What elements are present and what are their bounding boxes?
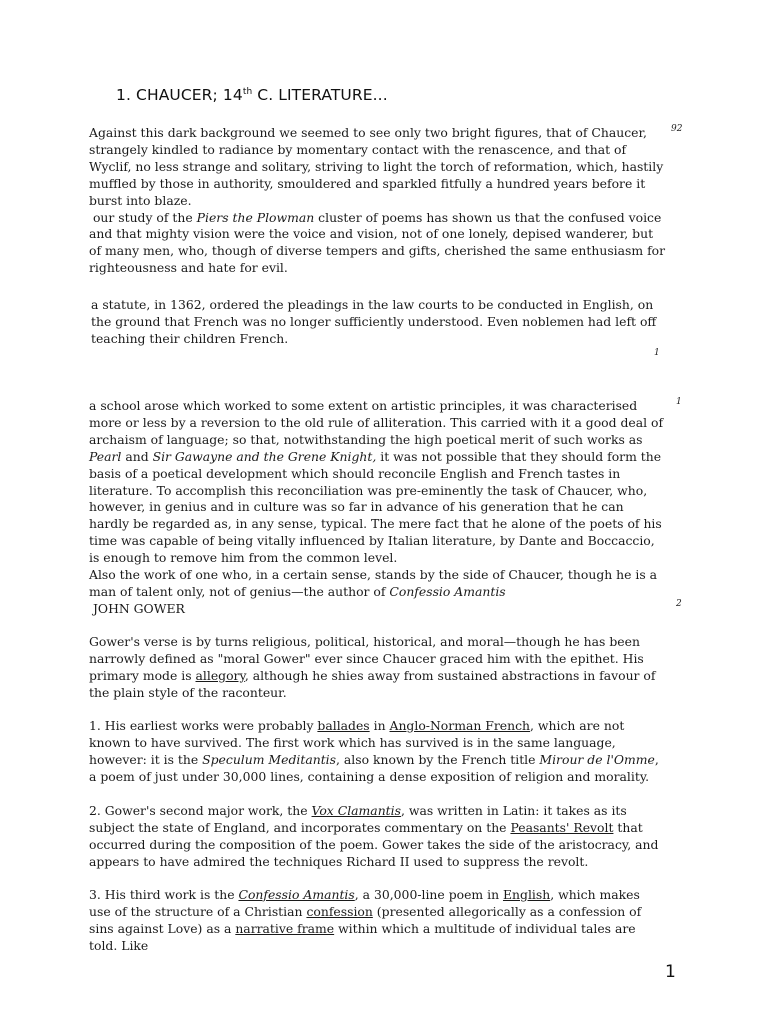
title-text-rest: C. LITERATURE... <box>252 86 388 104</box>
work-title: Pearl <box>89 448 122 464</box>
link-ballades[interactable]: ballades <box>317 718 370 733</box>
paragraph-text: 2. Gower's second major work, the Vox Clamantis, was written in Latin: it takes as its subject the state of England, and incorporates commentary on the Peasants' Revolt that occurred during the composition of the poem. Gower takes the side of the aristocracy, and appears to have admired the techniques Richard II used to suppress the revolt. <box>89 803 659 869</box>
page-number: 1 <box>665 962 676 982</box>
page-title <box>116 86 388 104</box>
paragraph-text: 1. His earliest works were probably ballades in Anglo-Norman French, which are not known to have survived. The first work which has survived is in the same language, however: it is the Speculum Meditantis, also known by the French title Mirour de l'Omme, a poem of just under 30,000 lines, containing a dense exposition of religion and morality. <box>89 718 659 784</box>
margin-note: 1 <box>676 397 682 407</box>
paragraph-text: Gower's verse is by turns religious, political, historical, and moral—though he has been narrowly defined as "moral Gower" ever since Chaucer graced him with the epithet. His primary mode is allegory, although he shies away from sustained abstractions in favour of the plain style of the raconteur. <box>89 634 656 700</box>
paragraph-text: Against this dark background we seemed to see only two bright figures, that of Chaucer, strangely kindled to radiance by momentary contact with the renascence, and that of Wyclif, no less strange and solitary, striving to light the torch of reformation, which, hastily muffled by those in authority, smouldered and sparkled fitfully a hundred years before it burst into blaze. <box>89 125 664 208</box>
link-vox-clamantis[interactable]: Vox Clamantis <box>311 803 401 818</box>
work-title: Piers the Plowman <box>196 209 315 225</box>
link-anglo-norman-french[interactable]: Anglo-Norman French <box>389 718 531 733</box>
link-allegory[interactable]: allegory <box>195 667 245 683</box>
title-superscript: th <box>242 87 253 97</box>
paragraph-text: a statute, in 1362, ordered the pleadings in the law courts to be conducted in English, on the ground that French was no longer sufficiently understood. Even noblemen had left off teaching their children French. <box>91 297 657 346</box>
margin-note: 92 <box>671 124 683 134</box>
link-narrative-frame[interactable]: narrative frame <box>235 920 335 936</box>
link-confession[interactable]: confession <box>306 903 373 919</box>
link-confessio-amantis[interactable]: Confessio Amantis <box>238 887 355 902</box>
title-text: 1. CHAUCER; 14 <box>116 86 243 104</box>
paragraph-school <box>89 398 665 618</box>
link-peasants-revolt[interactable]: Peasants' Revolt <box>510 819 614 835</box>
paragraph-text: a school arose which worked to some extent on artistic principles, it was characterised more or less by a reversion to the old rule of alliteration. This carried with it a good deal of archaism of language; so that, notwithstanding the high poetical merit of such works as Pearl and Sir Gawayne and the Grene Knight, it was not possible that they should form the basis of a poetical development which should reconcile English and French tastes in literature. To accomplish this reconciliation was pre-eminently the task of Chaucer, who, however, in genius and in culture was so far in advance of his generation that he can hardly be regarded as, in any sense, typical. The mere fact that he alone of the poets of his time was capable of being vitally influenced by Italian literature, by Dante and Boccaccio, is enough to remove him from the common level. <box>89 398 664 566</box>
paragraph-third-work <box>89 887 665 955</box>
paragraph-text: 3. His third work is the Confessio Amantis, a 30,000-line poem in English, which makes use of the structure of a Christian confession (presented allegorically as a confession of sins against Love) as a narrative frame within which a multitude of individual tales are told. Like <box>89 887 642 953</box>
work-title: Confessio Amantis <box>389 583 506 599</box>
paragraph-text: our study of the Piers the Plowman cluster of poems has shown us that the confused voice and that mighty vision were the voice and vision, not of one lonely, depised wanderer, but of many men, who, though of diverse tempers and gifts, cherished the same enthusiasm for righteousness and hate for evil. <box>89 209 666 276</box>
paragraph-text: Also the work of one who, in a certain sense, stands by the side of Chaucer, though he is a man of talent only, not of genius—the author of Confessio Amantis <box>89 567 658 599</box>
margin-note: 2 <box>676 599 682 609</box>
paragraph-statute <box>91 297 671 348</box>
margin-note: 1 <box>654 348 660 358</box>
section-heading-gower: JOHN GOWER <box>89 600 185 616</box>
paragraph-gower-verse <box>89 634 665 702</box>
work-title: Sir Gawayne and the Grene Knight, <box>152 448 377 464</box>
link-english[interactable]: English <box>502 887 551 902</box>
paragraph-earliest-works <box>89 718 665 786</box>
paragraph-second-work <box>89 803 665 871</box>
work-title: Mirour de l'Omme <box>539 751 655 767</box>
paragraph-intro <box>89 125 667 277</box>
work-title: Speculum Meditantis <box>202 751 336 767</box>
